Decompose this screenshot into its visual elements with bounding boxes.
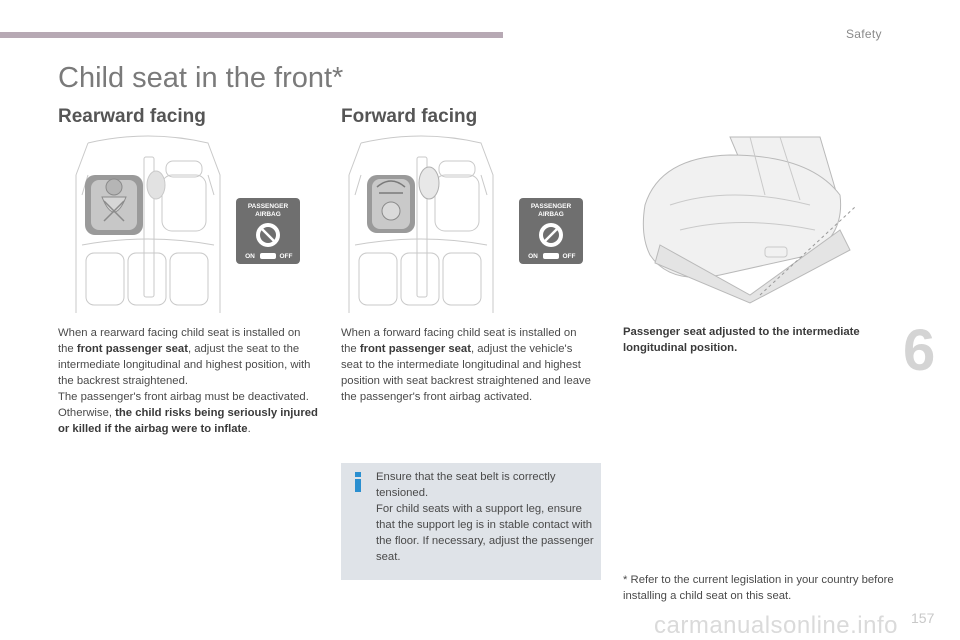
svg-text:ON: ON bbox=[245, 253, 255, 260]
rearward-paragraph-1: When a rearward facing child seat is installed on the front passenger seat, adjust the seat to the intermediate longitudinal and highest position, with the backrest straightened. bbox=[58, 327, 311, 387]
info-text bbox=[376, 469, 594, 565]
page-number: 157 bbox=[911, 610, 935, 626]
airbag-off-badge bbox=[236, 198, 300, 264]
svg-text:PASSENGER: PASSENGER bbox=[530, 203, 572, 210]
footnote-marker: * bbox=[623, 574, 628, 586]
forward-heading: Forward facing bbox=[341, 106, 478, 127]
svg-text:ON: ON bbox=[528, 253, 538, 260]
rearward-heading: Rearward facing bbox=[58, 106, 206, 127]
footnote-text: Refer to the current legislation in your country before installing a child seat on this seat. bbox=[623, 574, 894, 602]
watermark: carmanualsonline.info bbox=[654, 612, 898, 639]
footnote bbox=[623, 572, 903, 604]
rearward-text bbox=[58, 325, 318, 437]
chapter-number: 6 bbox=[903, 318, 936, 383]
forward-text: When a forward facing child seat is installed on the front passenger seat, adjust the vehicle's seat to the intermediate longitudinal and highest position with seat backrest straightened and leave the passenger's front airbag activated. bbox=[341, 327, 591, 403]
rearward-paragraph-2: The passenger's front airbag must be deactivated. Otherwise, the child risks being seriously injured or killed if the airbag were to inflate. bbox=[58, 391, 318, 435]
page-title: Child seat in the front* bbox=[58, 62, 344, 94]
info-icon bbox=[350, 472, 366, 492]
passenger-seat-illustration bbox=[640, 135, 860, 305]
forward-car-diagram bbox=[341, 135, 501, 313]
rearward-car-diagram bbox=[68, 135, 228, 313]
airbag-on-badge bbox=[519, 198, 583, 264]
info-paragraph-2: For child seats with a support leg, ensure that the support leg is in stable contact with the floor. If necessary, adjust the passenger seat. bbox=[376, 503, 594, 563]
section-label: Safety bbox=[846, 27, 882, 41]
svg-text:PASSENGER: PASSENGER bbox=[247, 203, 289, 210]
svg-text:AIRBAG: AIRBAG bbox=[255, 211, 281, 218]
svg-text:OFF: OFF bbox=[279, 253, 293, 260]
svg-text:AIRBAG: AIRBAG bbox=[538, 211, 564, 218]
svg-text:OFF: OFF bbox=[562, 253, 576, 260]
seat-caption: Passenger seat adjusted to the intermediate longitudinal position. bbox=[623, 326, 860, 354]
info-paragraph-1: Ensure that the seat belt is correctly tensioned. bbox=[376, 471, 556, 499]
header-bar bbox=[0, 32, 503, 38]
